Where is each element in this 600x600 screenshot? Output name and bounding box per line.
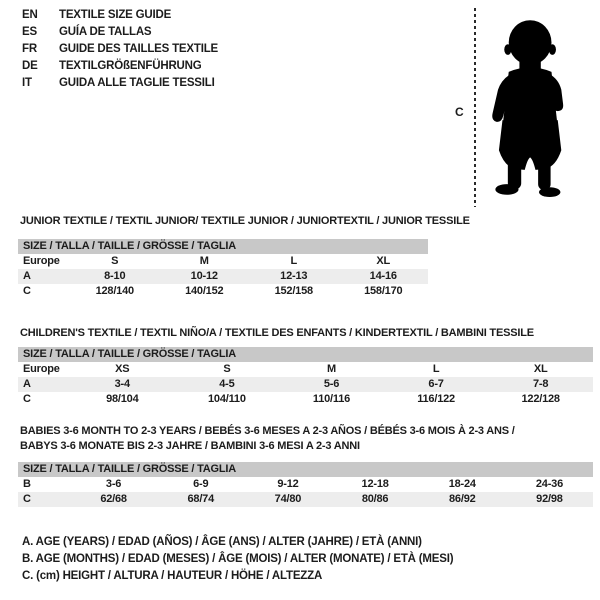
language-code: EN (22, 9, 38, 21)
cell: 110/116 (312, 393, 351, 405)
cell: XS (115, 363, 130, 375)
language-code: DE (22, 60, 38, 72)
cell: 122/128 (521, 393, 560, 405)
row-label: Europe (23, 255, 60, 267)
cell: 74/80 (274, 493, 302, 505)
cell: L (432, 363, 440, 375)
row-label: C (23, 285, 31, 297)
babies-title-line2: BABYS 3-6 MONATE BIS 2-3 JAHRE / BAMBINI 3-6 MESI A 2-3 ANNI (20, 440, 360, 452)
table-row-europe (18, 362, 593, 377)
cell: XL (533, 363, 548, 375)
cell: 158/170 (364, 285, 403, 297)
cell: 14-16 (369, 270, 397, 282)
cell: 18-24 (448, 478, 476, 490)
baby-silhouette-icon (482, 8, 580, 207)
language-row-fr (22, 41, 218, 58)
table-rows (18, 254, 428, 299)
cell: 8-10 (104, 270, 126, 282)
cell: 98/104 (106, 393, 139, 405)
cell: M (199, 255, 209, 267)
table-row-age (18, 377, 593, 392)
row-label: Europe (23, 363, 60, 375)
cell: 104/110 (208, 393, 246, 405)
language-code: ES (22, 26, 37, 38)
babies-title-line1: BABIES 3-6 MONTH TO 2-3 YEARS / BEBÉS 3-6 MESES A 2-3 AÑOS / BÉBÉS 3-6 MOIS À 2-3 ANS / (20, 425, 515, 437)
cell: L (290, 255, 298, 267)
row-label: A (23, 270, 31, 282)
table-row-age-months (18, 477, 593, 492)
cell: 9-12 (277, 478, 299, 490)
cell: 152/158 (274, 285, 313, 297)
table-row-height (18, 392, 593, 407)
cell: S (111, 255, 119, 267)
row-label: A (23, 378, 31, 390)
row-label: C (23, 393, 31, 405)
children-size-table (18, 347, 593, 407)
size-header-bar: SIZE / TALLA / TAILLE / GRÖSSE / TAGLIA (18, 462, 593, 477)
table-row-height (18, 492, 593, 507)
cell: 92/98 (536, 493, 563, 505)
language-row-en (22, 7, 218, 24)
cell: 12-13 (280, 270, 308, 282)
size-header-bar: SIZE / TALLA / TAILLE / GRÖSSE / TAGLIA (18, 239, 428, 254)
table-rows (18, 362, 593, 407)
cell: S (223, 363, 231, 375)
note-a: A. AGE (YEARS) / EDAD (AÑOS) / ÂGE (ANS) / ALTER (JAHRE) / ETÀ (ANNI) (22, 536, 422, 548)
language-label: GUIDE DES TAILLES TEXTILE (59, 43, 218, 55)
language-label: TEXTILE SIZE GUIDE (59, 9, 172, 21)
cell: 86/92 (449, 493, 476, 505)
language-row-de (22, 58, 218, 75)
table-row-europe (18, 254, 428, 269)
cell: 62/68 (100, 493, 127, 505)
language-row-it (22, 75, 218, 92)
cell: 80/86 (361, 493, 389, 505)
language-label: TEXTILGRÖßENFÜHRUNG (59, 60, 202, 72)
cell: 7-8 (533, 378, 549, 390)
cell: 4-5 (219, 378, 235, 390)
language-label: GUÍA DE TALLAS (59, 26, 152, 38)
cell: 128/140 (95, 285, 134, 297)
language-row-es (22, 24, 218, 41)
cell: 12-18 (361, 478, 389, 490)
children-table-title: CHILDREN'S TEXTILE / TEXTIL NIÑO/A / TEXTILE DES ENFANTS / KINDERTEXTIL / BAMBINI TESSILE (20, 327, 534, 339)
cell: 3-6 (105, 478, 122, 490)
cell: XL (376, 255, 391, 267)
cell: 68/74 (187, 493, 215, 505)
cell: 6-7 (428, 378, 444, 390)
size-header-bar: SIZE / TALLA / TAILLE / GRÖSSE / TAGLIA (18, 347, 593, 362)
row-label: B (23, 478, 31, 490)
language-code: FR (22, 43, 37, 55)
table-row-age (18, 269, 428, 284)
cell: 140/152 (185, 285, 224, 297)
cell: M (327, 363, 336, 375)
language-code: IT (22, 77, 32, 89)
babies-table-title (20, 424, 515, 454)
cell: 6-9 (193, 478, 209, 490)
cell: 5-6 (323, 378, 340, 390)
cell: 116/122 (417, 393, 455, 405)
cell: 3-4 (114, 378, 130, 390)
table-rows (18, 477, 593, 507)
row-label: C (23, 493, 31, 505)
language-label: GUIDA ALLE TAGLIE TESSILI (59, 77, 215, 89)
junior-table-title: JUNIOR TEXTILE / TEXTIL JUNIOR/ TEXTILE JUNIOR / JUNIORTEXTIL / JUNIOR TESSILE (20, 215, 470, 227)
height-measure-dotted-line (474, 8, 476, 207)
babies-size-table (18, 462, 593, 507)
cell: 10-12 (190, 270, 218, 282)
note-b: B. AGE (MONTHS) / EDAD (MESES) / ÂGE (MOIS) / ALTER (MONATE) / ETÀ (MESI) (22, 553, 454, 565)
legend-notes (22, 534, 453, 585)
note-c: C. (cm) HEIGHT / ALTURA / HAUTEUR / HÖHE / ALTEZZA (22, 570, 323, 582)
height-measure-label: C (455, 105, 464, 119)
language-list (22, 7, 218, 92)
cell: 24-36 (535, 478, 564, 490)
table-row-height (18, 284, 428, 299)
junior-size-table (18, 239, 428, 299)
